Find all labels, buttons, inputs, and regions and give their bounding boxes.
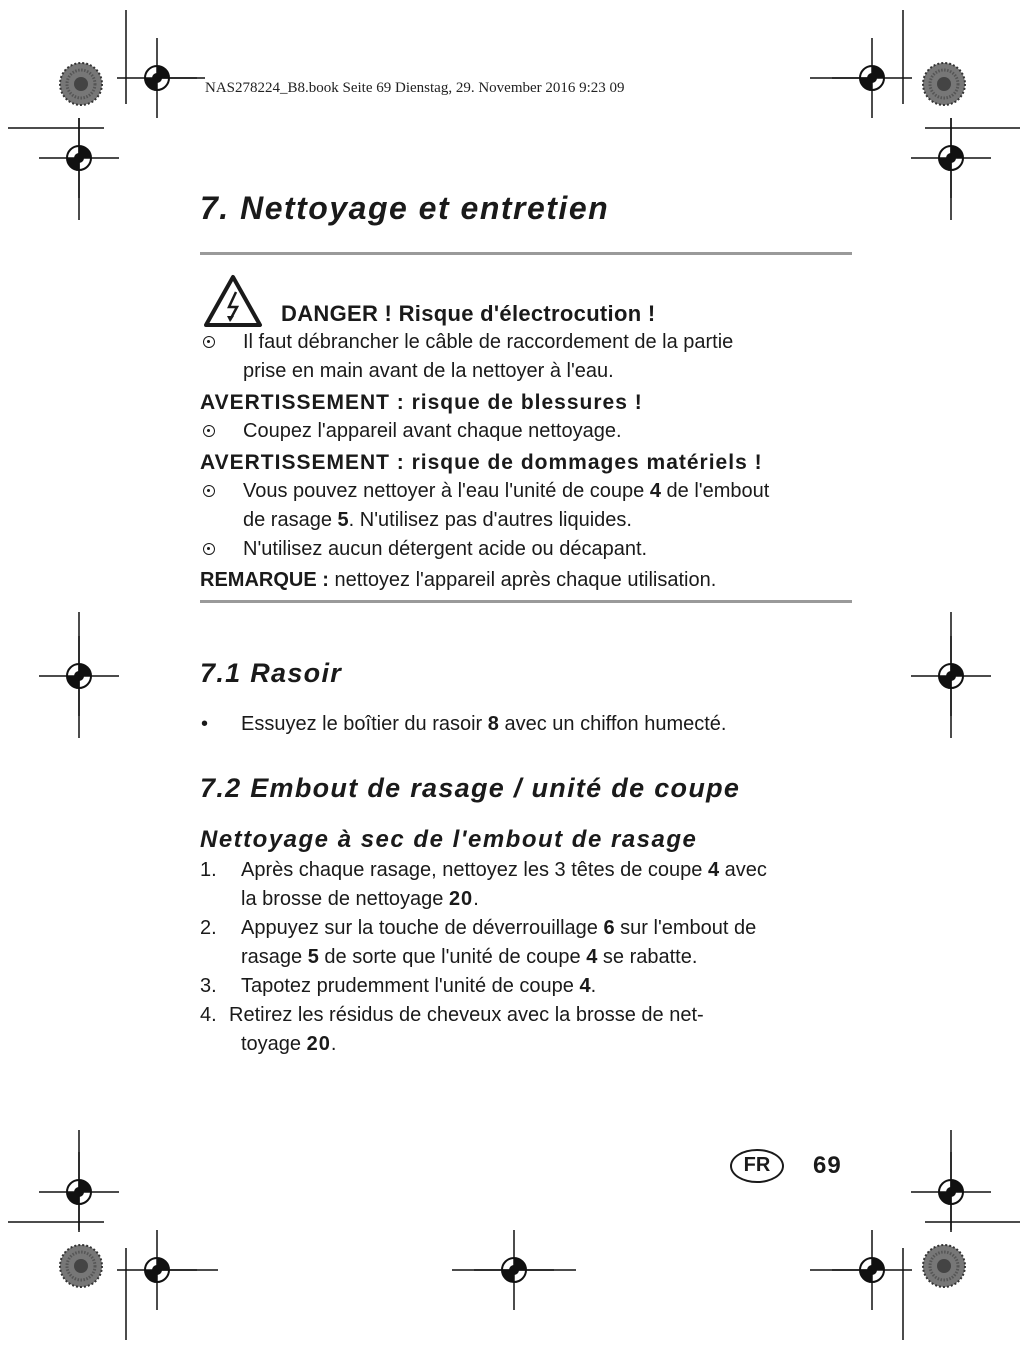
circle-bullet-icon — [203, 543, 215, 555]
warning-damage-heading: AVERTISSEMENT : risque de dommages matériels ! — [200, 451, 763, 474]
electric-hazard-icon — [203, 274, 263, 328]
warning-damage-item1-line1: Vous pouvez nettoyer à l'eau l'unité de coupe 4 de l'embout — [243, 480, 770, 502]
step-number: 4. — [200, 1004, 217, 1026]
step-number: 2. — [200, 917, 217, 939]
rasoir-instruction: Essuyez le boîtier du rasoir 8 avec un chiffon humecté. — [241, 713, 727, 735]
sub-subsection-title: Nettoyage à sec de l'embout de rasage — [200, 826, 698, 853]
step-number: 1. — [200, 859, 217, 881]
step-3: Tapotez prudemment l'unité de coupe 4. — [241, 975, 597, 997]
list-bullet: • — [201, 713, 209, 735]
warning-damage-item2: N'utilisez aucun détergent acide ou décapant. — [243, 538, 648, 560]
page-number: 69 — [813, 1152, 842, 1179]
circle-bullet-icon — [203, 485, 215, 497]
step-2-line1: Appuyez sur la touche de déverrouillage 6 sur l'embout de — [241, 917, 757, 939]
danger-item-line1: Il faut débrancher le câble de raccordement de la partie — [243, 331, 734, 353]
step-1-line2: la brosse de nettoyage 20. — [241, 888, 479, 910]
circle-bullet-icon — [203, 425, 215, 437]
bottom-divider — [200, 600, 852, 603]
step-2-line2: rasage 5 de sorte que l'unité de coupe 4 se rabatte. — [241, 946, 698, 968]
print-info: NAS278224_B8.book Seite 69 Dienstag, 29. November 2016 9:23 09 — [205, 80, 625, 96]
subsection-title-rasoir: 7.1 Rasoir — [200, 658, 343, 688]
language-badge: FR — [730, 1149, 784, 1183]
step-1-line1: Après chaque rasage, nettoyez les 3 têtes de coupe 4 avec — [241, 859, 767, 881]
step-number: 3. — [200, 975, 217, 997]
danger-item-line2: prise en main avant de la nettoyer à l'eau. — [243, 360, 614, 382]
danger-heading: DANGER ! Risque d'électrocution ! — [281, 301, 656, 326]
top-divider — [200, 252, 852, 255]
warning-injury-item: Coupez l'appareil avant chaque nettoyage. — [243, 420, 622, 442]
step-4-line2: toyage 20. — [241, 1033, 337, 1055]
note — [200, 566, 716, 595]
step-4-line1: Retirez les résidus de cheveux avec la brosse de net- — [229, 1004, 704, 1026]
subsection-title-embout: 7.2 Embout de rasage / unité de coupe — [200, 773, 741, 803]
warning-injury-heading: AVERTISSEMENT : risque de blessures ! — [200, 391, 643, 414]
note-text: nettoyez l'appareil après chaque utilisation. — [334, 569, 717, 591]
circle-bullet-icon — [203, 336, 215, 348]
note-label: REMARQUE : — [200, 569, 329, 591]
warning-damage-item1-line2: de rasage 5. N'utilisez pas d'autres liquides. — [243, 509, 632, 531]
section-title: 7. Nettoyage et entretien — [200, 190, 610, 226]
